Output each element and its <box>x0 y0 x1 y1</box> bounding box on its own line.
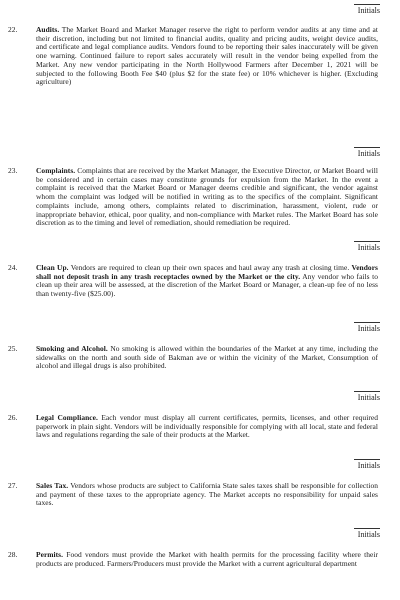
clause-title: Audits. <box>36 25 60 34</box>
clause-22-paragraph <box>8 25 378 87</box>
clause-27 <box>8 481 378 508</box>
clause-23-paragraph <box>8 166 378 228</box>
clause-title: Smoking and Alcohol. <box>36 344 108 353</box>
clause-24 <box>8 263 378 299</box>
initials-line-24 <box>354 322 380 333</box>
clause-25 <box>8 344 378 371</box>
clause-text: Complaints that are received by the Market Manager, the Executive Director, or Market Board will be considered and in certain cases may constitute grounds for expulsion from the Market. In the event a complaint is received that the Market Board or Manager deems credible and significant, the vendor against whom the complaint was lodged will be notified in writing as to the specifics of the complaint. Significant complaints include, among others, complaints related to discrimination, harassment, violent, rude or inappropriate behavior, ethical, poor quality, and non-compliance with Market rules. The Market Board has sole discretion as to the timing and level of remediation, should remediation be required. <box>36 166 378 228</box>
clause-24-paragraph <box>8 263 378 299</box>
initials-label: Initials <box>357 324 380 333</box>
initials-label: Initials <box>357 530 380 539</box>
clause-26-paragraph <box>8 413 378 440</box>
initials-line-26 <box>354 459 380 470</box>
clause-28 <box>8 550 378 568</box>
initials-label: Initials <box>357 243 380 252</box>
clause-text: Each vendor must display all current certificates, permits, licenses, and other required paperwork in plain sight. Vendors will be individually responsible for complying with all local, state and federal laws and regulations regarding the sale of their products at the Market. <box>36 413 378 440</box>
clause-number: 25. <box>8 344 18 353</box>
initials-line-top <box>354 4 380 15</box>
clause-title: Sales Tax. <box>36 481 69 490</box>
clause-25-paragraph <box>8 344 378 371</box>
clause-22 <box>8 25 378 87</box>
initials-label: Initials <box>357 6 380 15</box>
initials-line-23 <box>354 241 380 252</box>
clause-27-paragraph <box>8 481 378 508</box>
initials-line-25 <box>354 391 380 402</box>
clause-text: Vendors whose products are subject to California State sales taxes shall be responsible for collection and payment of these taxes to the appropriate agency. The Market accepts no responsibility for unpaid sales taxes. <box>36 481 378 508</box>
clause-23 <box>8 166 378 228</box>
clause-title: Legal Compliance. <box>36 413 98 422</box>
clause-title: Complaints. <box>36 166 76 175</box>
initials-label: Initials <box>357 393 380 402</box>
initials-line-27 <box>354 528 380 539</box>
initials-label: Initials <box>357 149 380 158</box>
clause-text: Food vendors must provide the Market with health permits for the processing facility where their products are produced. Farmers/Producers must provide the Market with a current agricultural department <box>36 550 378 568</box>
initials-label: Initials <box>357 461 380 470</box>
clause-number: 24. <box>8 263 18 272</box>
clause-28-paragraph <box>8 550 378 568</box>
clause-26 <box>8 413 378 440</box>
clause-number: 22. <box>8 25 18 34</box>
clause-text-before: Vendors are required to clean up their own spaces and haul away any trash at closing time. <box>70 263 350 272</box>
clause-text: The Market Board and Market Manager reserve the right to perform vendor audits at any time and at their discretion, including but not limited to financial audits, quality and pricing audits, weight device audits, and certificate and legal compliance audits. Vendors found to be reporting their sales inaccurately will be given one warning. Continued failure to report sales accurately will result in the vendor being expelled from the Market. Any new vendor participating in the North Hollywood Farmers after December 1, 2021 will be subjected to the following Booth Fee $40 (plus $2 for the state fee) or 10% whichever is higher. (Excluding agriculture) <box>36 25 378 87</box>
clause-title: Permits. <box>36 550 64 559</box>
clause-text: No smoking is allowed within the boundaries of the Market at any time, including the sidewalks on the north and south side of Bakman ave or within the vicinity of the Market, Consumption of alcohol and illegal drugs is also prohibited. <box>36 344 378 371</box>
clause-number: 26. <box>8 413 18 422</box>
clause-text-bold: Vendors shall not deposit trash in any trash receptacles owned by the Market or the city. <box>36 263 378 281</box>
clause-text-after: Any vendor who fails to clean up their area will be assessed, at the discretion of the Market Board or Manager, a clean-up fee of no less than twenty-five ($25.00). <box>36 271 378 299</box>
clause-title: Clean Up. <box>36 263 69 272</box>
clause-number: 27. <box>8 481 18 490</box>
clause-number: 23. <box>8 166 18 175</box>
initials-line-22 <box>354 147 380 158</box>
clause-number: 28. <box>8 550 18 559</box>
